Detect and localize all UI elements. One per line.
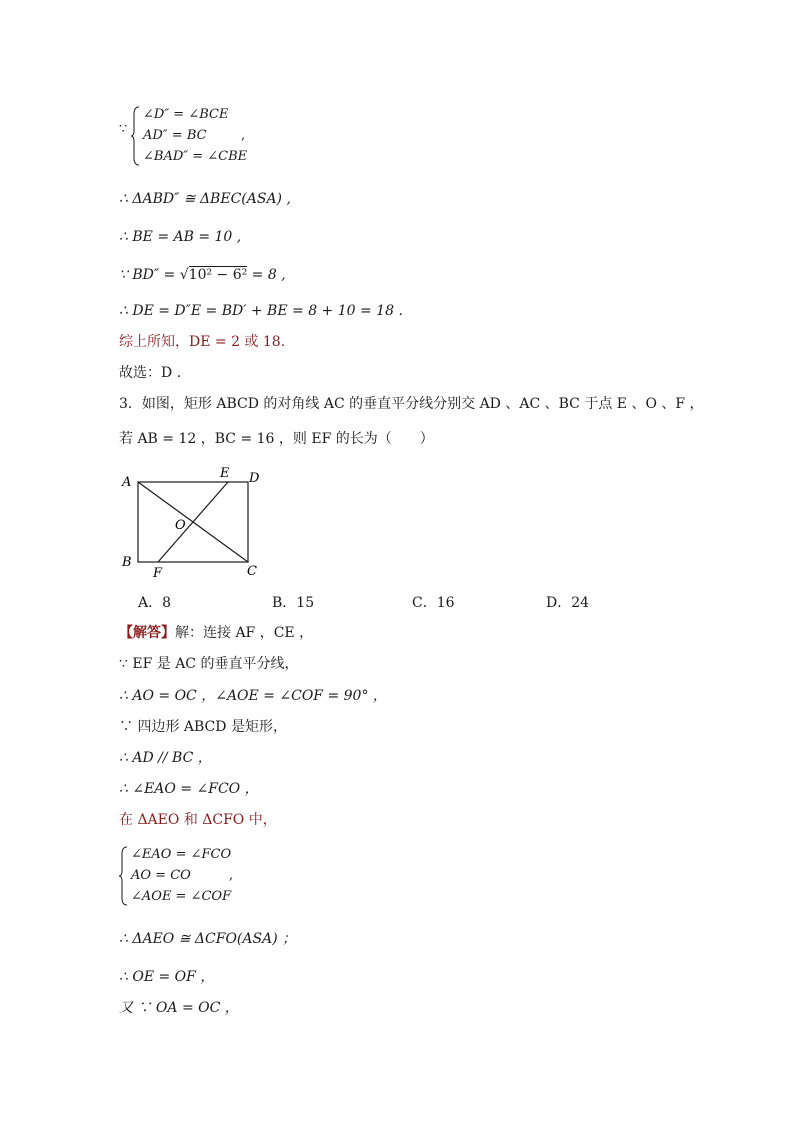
- system-row: AO = CO: [131, 868, 191, 883]
- text-line: ∴ ΔABD″ ≅ ΔBEC(ASA) ,: [119, 191, 291, 207]
- problem-statement: 若 AB = 12 ，BC = 16 ，则 EF 的长为（ ）: [119, 431, 434, 447]
- text-line: 故选：D .: [119, 365, 182, 381]
- solution-line: ∴ AO = OC ，∠AOE = ∠COF = 90° ，: [119, 688, 387, 704]
- text-segment: ∵ BD″ =: [119, 267, 180, 283]
- choice-c: C．16: [412, 595, 455, 611]
- system-comma: ,: [229, 868, 234, 883]
- system-comma: ,: [241, 128, 246, 143]
- solution-line: ∵ EF 是 AC 的垂直平分线，: [119, 656, 299, 672]
- sqrt-line: [119, 266, 286, 284]
- rectangle-figure: [116, 462, 276, 584]
- sqrt-radicand: 10² − 6²: [188, 267, 248, 283]
- system-row: ∠EAO = ∠FCO: [131, 847, 232, 862]
- label-f: F: [153, 566, 163, 581]
- text-line: 综上所知，DE = 2 或 18.: [119, 334, 286, 350]
- solution-line: 又 ∵ OA = OC ，: [119, 1000, 239, 1016]
- solution-line: ∴ ΔAEO ≅ ΔCFO(ASA) ；: [119, 931, 297, 947]
- label-b: B: [122, 555, 132, 570]
- label-c: C: [247, 564, 257, 579]
- segment-ef: [158, 482, 228, 562]
- left-brace-icon: [119, 846, 129, 906]
- solution-line: ∴ AD // BC ，: [119, 750, 212, 766]
- label-o: O: [175, 518, 186, 533]
- system-row: ∠BAD″ = ∠CBE: [143, 149, 248, 164]
- system-row: ∠D″ = ∠BCE: [143, 107, 229, 122]
- text-line: ∴ BE = AB = 10 ,: [119, 229, 242, 245]
- because-symbol: ∵: [119, 122, 128, 137]
- label-e: E: [220, 466, 230, 481]
- solution-line: ∴ OE = OF ，: [119, 969, 215, 985]
- solution-line: 在 ΔAEO 和 ΔCFO 中，: [119, 812, 277, 828]
- solution-text: 解：连接 AF ，CE ，: [175, 625, 314, 641]
- left-brace-icon: [131, 106, 141, 166]
- system-row: AD″ = BC: [143, 128, 207, 143]
- solution-tag: 【解答】: [119, 625, 175, 641]
- system-row: ∠AOE = ∠COF: [131, 889, 232, 904]
- text-segment: = 8 ,: [247, 267, 286, 283]
- choice-b: B．15: [272, 595, 315, 611]
- solution-line: [119, 624, 313, 642]
- solution-line: ∴ ∠EAO = ∠FCO ，: [119, 781, 259, 797]
- choice-a: A．8: [138, 595, 172, 611]
- choice-d: D．24: [546, 595, 590, 611]
- solution-line: ∵ 四边形 ABCD 是矩形，: [119, 719, 287, 735]
- label-a: A: [122, 475, 132, 490]
- text-line: ∴ DE = D″E = BD′ + BE = 8 + 10 = 18 .: [119, 303, 403, 319]
- problem-statement: 3．如图，矩形 ABCD 的对角线 AC 的垂直平分线分别交 AD 、AC 、BC 于点 E 、O 、F ，: [119, 396, 704, 412]
- sqrt-sign-icon: √: [179, 267, 189, 283]
- label-d: D: [249, 471, 260, 486]
